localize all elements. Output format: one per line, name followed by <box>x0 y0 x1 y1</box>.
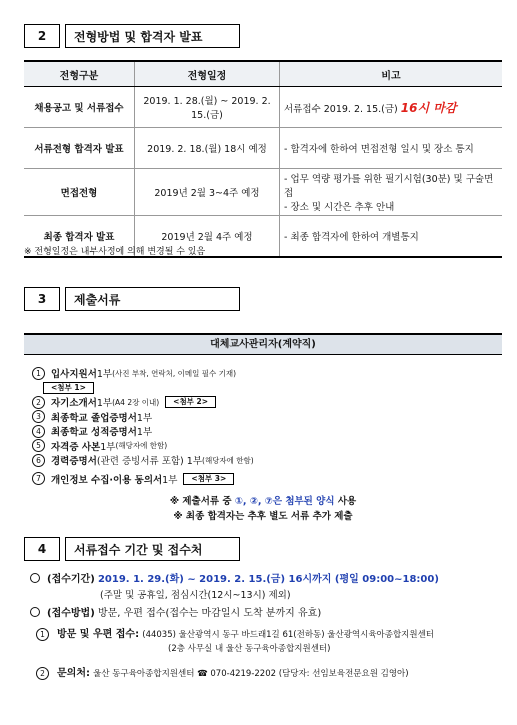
section-number: 3 <box>24 287 60 311</box>
item-name: 개인정보 수집·이용 동의서 <box>51 474 163 486</box>
item-name: 경력증명서 <box>51 456 97 468</box>
date-cell: 2019년 2월 4주 예정 <box>135 216 280 258</box>
visit-note: (2층 사무실 내 울산 동구육아종합지원센터) <box>168 644 331 654</box>
item-name: 자격증 사본 <box>51 441 101 453</box>
item-name: 최종학교 졸업증명서 <box>51 412 137 424</box>
bullet-circle-icon <box>30 573 40 583</box>
item-qty: 1부 <box>100 441 116 453</box>
section-number: 4 <box>24 537 60 561</box>
item-name: 자기소개서 <box>51 398 97 410</box>
section-title: 전형방법 및 합격자 발표 <box>65 24 240 48</box>
docs-note-2: ※ 최종 합격자는 추후 별도 서류 추가 제출 <box>173 511 353 522</box>
note-cell <box>280 169 503 216</box>
table-row <box>24 128 502 169</box>
section-title: 제출서류 <box>65 287 240 311</box>
item-qty: 1부 <box>162 474 178 486</box>
period-line <box>30 570 439 585</box>
schedule-table <box>24 60 502 258</box>
note-cell <box>280 87 503 128</box>
note-cell: - 합격자에 한하여 면접전형 일시 및 장소 통지 <box>280 128 503 169</box>
item-detail: (A4 2장 이내) <box>112 397 160 407</box>
note-cell: - 최종 합격자에 한하여 개별통지 <box>280 216 503 258</box>
item-number: 5 <box>32 439 45 452</box>
method-value: 방문, 우편 접수(접수는 마감일시 도착 분까지 유효) <box>97 608 322 619</box>
contact-label: 문의처: <box>57 668 90 679</box>
item-number: 4 <box>32 425 45 438</box>
contact-line <box>36 664 409 680</box>
item-qty: 1부 <box>136 427 153 439</box>
item-number: 6 <box>32 454 45 467</box>
col-stage: 전형구분 <box>24 61 135 87</box>
item-name: 최종학교 성적증명서 <box>51 427 137 439</box>
list-item <box>32 366 254 381</box>
attachment-label: <첨부 1> <box>43 382 94 394</box>
note-line: - 업무 역량 평가를 위한 필기시험(30분) 및 구술면접 <box>284 174 494 199</box>
contact-value: 울산 동구육아종합지원센터 ☎ 070-4219-2202 (담당자: 선임보육전문요원 김영아) <box>93 669 409 679</box>
list-item <box>32 439 254 454</box>
table-header-row <box>24 61 502 87</box>
section-4-heading <box>24 537 240 561</box>
method-line <box>30 604 321 619</box>
period-note: (주말 및 공휴일, 점심시간(12시~13시) 제외) <box>100 590 291 601</box>
visit-label: 방문 및 우편 접수: <box>57 629 140 640</box>
item-number: 7 <box>32 472 45 485</box>
visit-value: (44035) 울산광역시 동구 바드래1길 61(전하동) 울산광역시육아종합지원센터 <box>142 630 435 640</box>
table-row <box>24 169 502 216</box>
date-cell: 2019년 2월 3~4주 예정 <box>135 169 280 216</box>
section-2-heading <box>24 24 240 48</box>
note-suffix: 사용 <box>337 496 357 507</box>
item-qty: 1부 <box>96 398 113 410</box>
note-text: 서류접수 2019. 2. 15.(금) <box>284 103 398 115</box>
visit-line <box>36 625 434 641</box>
bullet-circle-icon <box>30 607 40 617</box>
attachment-row <box>32 381 254 396</box>
item-number: 1 <box>36 628 49 641</box>
stage-cell: 서류전형 합격자 발표 <box>24 128 135 169</box>
item-number: 2 <box>32 396 45 409</box>
period-label: (접수기간) <box>47 574 95 585</box>
item-name: 입사지원서 <box>51 369 97 381</box>
deadline-text: 16시 마감 <box>400 100 457 115</box>
period-value: 2019. 1. 29.(화) ~ 2019. 2. 15.(금) 16시까지 (평일 09:00~18:00) <box>97 574 439 585</box>
position-header: 대체교사관리자(계약직) <box>24 333 502 355</box>
stage-cell: 최종 합격자 발표 <box>24 216 135 258</box>
item-qty: 1부 <box>136 412 153 424</box>
item-number: 2 <box>36 667 49 680</box>
item-detail: (해당자에 한함) <box>115 441 168 451</box>
attachment-label: <첨부 3> <box>183 473 234 485</box>
list-item <box>32 453 254 468</box>
document-list <box>32 366 254 486</box>
item-qty: (관련 증빙서류 포함) 1부 <box>96 456 203 468</box>
section-title: 서류접수 기간 및 접수처 <box>65 537 240 561</box>
schedule-remark: ※ 전형일정은 내부사정에 의해 변경될 수 있음 <box>24 247 206 257</box>
item-qty: 1부 <box>96 369 113 381</box>
list-item <box>32 472 254 487</box>
list-item <box>32 410 254 425</box>
date-cell: 2019. 2. 18.(월) 18시 예정 <box>135 128 280 169</box>
note-highlight: ①, ②, ⑦은 첨부된 양식 <box>234 496 335 507</box>
item-number: 1 <box>32 367 45 380</box>
col-date: 전형일정 <box>135 61 280 87</box>
note-prefix: ※ 제출서류 중 <box>169 496 232 507</box>
list-item <box>32 395 254 410</box>
item-detail: (해당자에 한함) <box>202 455 254 465</box>
item-detail: (사진 부착, 연락처, 이메일 필수 기재) <box>112 368 237 378</box>
docs-note-1 <box>24 493 502 507</box>
section-number: 2 <box>24 24 60 48</box>
method-label: (접수방법) <box>47 608 95 619</box>
section-3-heading <box>24 287 240 311</box>
note-line: - 장소 및 시간은 추후 안내 <box>284 202 395 213</box>
stage-cell: 채용공고 및 서류접수 <box>24 87 135 128</box>
table-row <box>24 87 502 128</box>
date-cell: 2019. 1. 28.(월) ~ 2019. 2. 15.(금) <box>135 87 280 128</box>
item-number: 3 <box>32 410 45 423</box>
list-item <box>32 424 254 439</box>
col-note: 비고 <box>280 61 503 87</box>
attachment-label: <첨부 2> <box>165 396 216 408</box>
stage-cell: 면접전형 <box>24 169 135 216</box>
